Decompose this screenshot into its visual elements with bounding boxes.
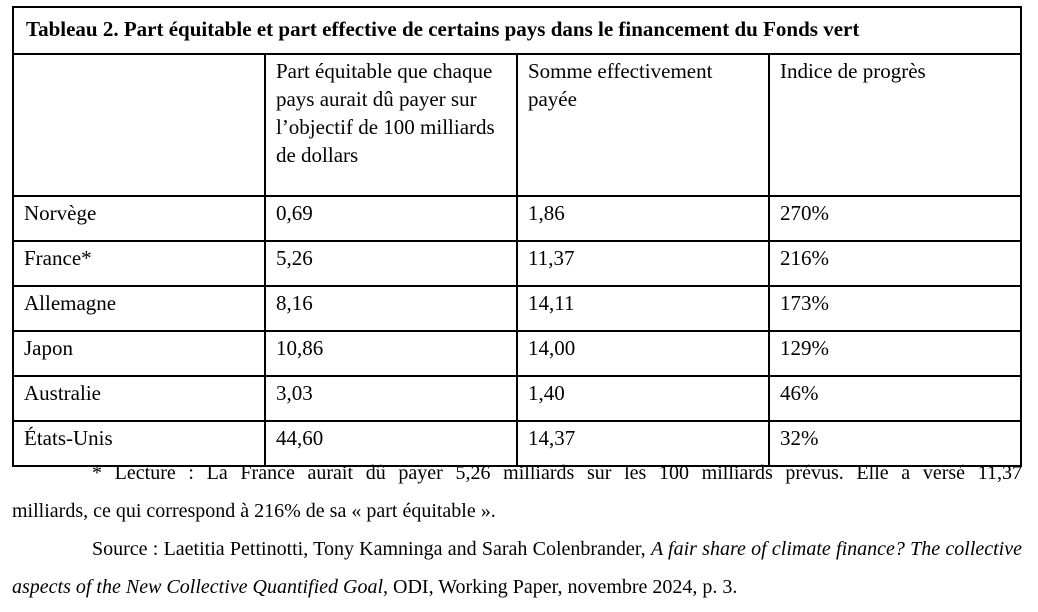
amount-paid-cell: 14,11 [517, 286, 769, 331]
amount-paid-cell: 14,37 [517, 421, 769, 466]
source-note [12, 530, 1022, 606]
table-row [13, 196, 1021, 241]
table-header-row [13, 54, 1021, 196]
table-row [13, 286, 1021, 331]
fair-share-cell: 8,16 [265, 286, 517, 331]
header-progress-index: Indice de progrès [769, 54, 1021, 196]
source-suffix: , ODI, Working Paper, novembre 2024, p. 3. [383, 576, 738, 598]
source-title: A fair share of climate finance? The collective aspects of the New Collective Quantified Goal [12, 538, 1022, 598]
progress-index-cell: 216% [769, 241, 1021, 286]
lecture-note-line-1: * Lecture : La France aurait dû payer 5,26 milliards sur les 100 milliards prévus. Elle a versé 11,37 [92, 462, 1022, 484]
progress-index-cell: 129% [769, 331, 1021, 376]
fair-share-cell: 10,86 [265, 331, 517, 376]
fair-share-cell: 3,03 [265, 376, 517, 421]
country-cell: France* [13, 241, 265, 286]
table-row [13, 331, 1021, 376]
table-title-row [13, 7, 1021, 54]
progress-index-cell: 173% [769, 286, 1021, 331]
fair-share-cell: 44,60 [265, 421, 517, 466]
progress-index-cell: 270% [769, 196, 1021, 241]
header-country [13, 54, 265, 196]
header-amount-paid: Somme effectivement payée [517, 54, 769, 196]
lecture-note-line-2: milliards, ce qui correspond à 216% de sa « part équitable ». [12, 500, 496, 522]
amount-paid-cell: 1,86 [517, 196, 769, 241]
source-prefix: Source : Laetitia Pettinotti, Tony Kamninga and Sarah Colenbrander, [92, 538, 651, 560]
fair-share-cell: 5,26 [265, 241, 517, 286]
fair-share-cell: 0,69 [265, 196, 517, 241]
amount-paid-cell: 1,40 [517, 376, 769, 421]
financing-table [12, 6, 1022, 467]
header-fair-share: Part équitable que chaque pays aurait dû payer sur l’objectif de 100 milliards de dollars [265, 54, 517, 196]
progress-index-cell: 46% [769, 376, 1021, 421]
table-title: Tableau 2. Part équitable et part effective de certains pays dans le financement du Fonds vert [13, 7, 1021, 54]
country-cell: Australie [13, 376, 265, 421]
country-cell: Allemagne [13, 286, 265, 331]
country-cell: États-Unis [13, 421, 265, 466]
country-cell: Norvège [13, 196, 265, 241]
table-row [13, 376, 1021, 421]
progress-index-cell: 32% [769, 421, 1021, 466]
amount-paid-cell: 14,00 [517, 331, 769, 376]
country-cell: Japon [13, 331, 265, 376]
table-row [13, 241, 1021, 286]
table-notes [12, 454, 1022, 606]
amount-paid-cell: 11,37 [517, 241, 769, 286]
financing-table-container [12, 6, 1022, 467]
